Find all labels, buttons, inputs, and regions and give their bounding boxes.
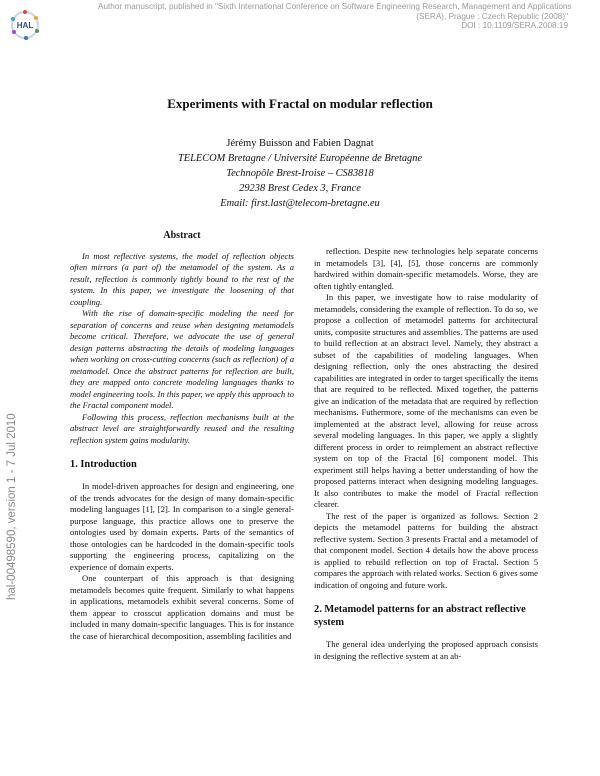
doi-line: DOI : 10.1109/SERA.2008.19 <box>461 21 568 31</box>
author-names: Jérémy Buisson and Fabien Dagnat <box>226 138 374 149</box>
affiliation-line: 29238 Brest Cedex 3, France <box>239 183 361 194</box>
author-block <box>0 136 600 211</box>
body-paragraph: In model-driven approaches for design and engineering, one of the trends advocates for the design of many domain-specific modeling languages [1], [2]. In comparison to a single general-purpose language, this practice allows one to preserve the ontologies used by domain experts. Parts of the semantics of those ontologies can be hardcoded in the domain-specific tools supporting the engineering process, capitalizing on the experience of domain experts. <box>70 481 294 572</box>
publication-note-line: Author manuscript, published in "Sixth International Conference on Software Engineering Research, Management and Applications <box>98 2 572 11</box>
abstract-heading: Abstract <box>163 230 201 241</box>
section-heading-metamodel-patterns: 2. Metamodel patterns for an abstract reflective system <box>314 604 526 628</box>
abstract-paragraph: With the rise of domain-specific modeling the need for separation of concerns and reuse when designing metamodels become critical. Therefore, we advocate the use of general design patterns abstracting the details of modeling languages when working on cross-cutting concerns (such as reflection) of a metamodel. Once the abstract patterns for reflection are built, they are mapped onto concrete modeling languages thanks to model engineering tools. In this paper, we apply this approach to the Fractal component model. <box>70 308 294 410</box>
body-paragraph: The general idea underlying the proposed approach consists in designing the reflective system at an ab- <box>314 639 538 661</box>
body-paragraph: One counterpart of this approach is that designing metamodels becomes quite frequent. Similarly to what happens in applications, metamodels exhibit several concerns. Some of them appear to crosscut application domains and must be included in many domain-specific languages. This is for instance the case of hierarchical decomposition, assembling facilities and <box>70 573 294 641</box>
body-paragraph: reflection. Despite new technologies help separate concerns in metamodels [3], [4], [5], those concerns are commonly hardwired within domain-specific metamodels. Worse, they are often tightly entangled. <box>314 246 538 291</box>
affiliation-line: TELECOM Bretagne / Université Européenne de Bretagne <box>177 153 423 164</box>
hal-logo-text: HAL <box>16 21 34 30</box>
body-paragraph: The rest of the paper is organized as follows. Section 2 depicts the metamodel patterns for building the abstract reflective system. Section 3 presents Fractal and a metamodel of that component model. Section 4 details how the above process is applied to rebuild reflection on top of Fractal. Section 5 compares the approach with related works. Section 6 gives some indication of ongoing and future work. <box>314 510 538 590</box>
paper-title: Experiments with Fractal on modular reflection <box>167 96 433 111</box>
abstract-body <box>70 251 294 447</box>
abstract-paragraph: Following this process, reflection mechanisms built at the abstract level are straightforwardly reused and the resulting reflection system gains modularity. <box>70 411 294 445</box>
hal-logo-icon <box>8 8 42 42</box>
publication-note <box>98 2 572 31</box>
body-paragraph: In this paper, we investigate how to raise modularity of metamodels, considering the example of reflection. To do so, we propose a collection of metamodel patterns for architectural units, composite structures and assemblies. The patterns are used to build reflection at an abstract level. Namely, they abstract a subset of the capabilities of modeling languages. When designing reflection, only the ones abstracting the desired capabilities are integrated in order to target specifically the items that are required to be reflected. Mixed together, the patterns give an indication of the metadata that are required by reflection mechanisms. Futhermore, some of the mechanisms can even be implemented at the abstract level, allowing for reuse across several modeling languages. In this paper, we apply a slightly different process in order to reimplement an abstract reflective system on top of the Fractal [6] component model. This experiment still helps having a better understanding of how the proposed patterns interact when designing modeling languages. It also contributes to make the model of Fractal reflection clearer. <box>314 292 538 509</box>
right-column <box>314 246 538 662</box>
left-column <box>70 228 294 642</box>
hal-identifier-sidebar: hal-00498590, version 1 - 7 Jul 2010 <box>6 413 18 600</box>
publication-note-line: (SERA), Prague : Czech Republic (2008)" <box>416 11 568 21</box>
affiliation-line: Technopôle Brest-Iroise – CS83818 <box>226 168 374 179</box>
email-line: Email: first.last@telecom-bretagne.eu <box>220 198 380 209</box>
abstract-paragraph: In most reflective systems, the model of reflection objects often mirrors (a part of) the metamodel of the system. As a result, reflection is commonly tightly bound to the rest of the system. In this paper, we investigate the loosening of that coupling. <box>70 250 294 307</box>
section-heading-introduction: 1. Introduction <box>70 459 137 470</box>
